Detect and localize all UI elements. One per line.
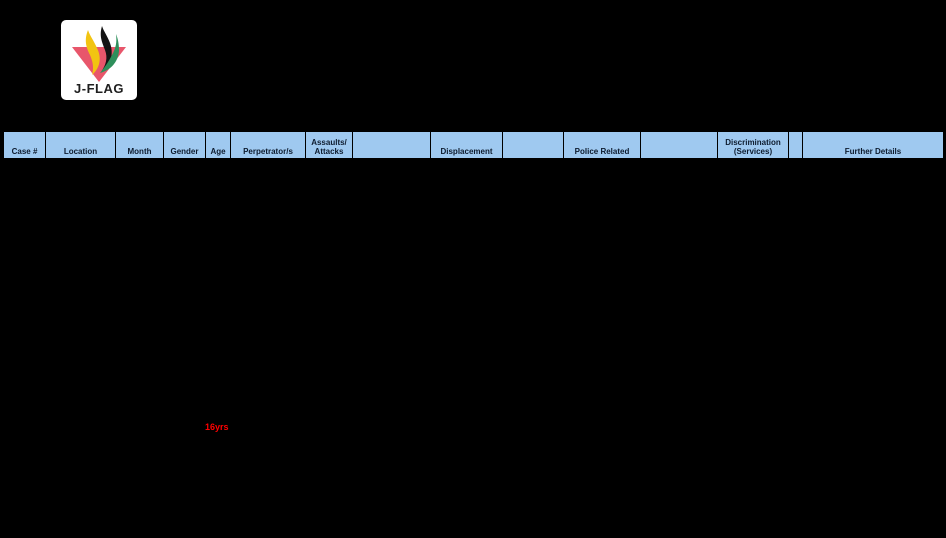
header-cell-label: Gender (170, 146, 199, 156)
header-cell-label: Displacement (440, 146, 493, 156)
header-cell-label: Age (210, 146, 226, 156)
header-cell-location (46, 132, 116, 158)
header-cell-label: Assaults/ Attacks (311, 138, 347, 156)
header-cell-police-related (564, 132, 641, 158)
header-cell-label: Case # (11, 146, 38, 156)
header-cell-label: Perpetrator/s (243, 146, 293, 156)
jflag-logo (61, 20, 137, 100)
header-cell-case (4, 132, 46, 158)
header-cell-label: Discrimination (Services) (725, 138, 781, 156)
header-cell-blank (641, 132, 718, 158)
header-cell-label: Location (63, 146, 98, 156)
header-cell-label: Further Details (844, 146, 902, 156)
header-cell-displacement (431, 132, 503, 158)
header-cell-label: Month (127, 146, 152, 156)
header-cell-further-details (803, 132, 943, 158)
jflag-wordmark: J-FLAG (74, 81, 124, 96)
header-cell-blank (503, 132, 564, 158)
header-cell-blank (789, 132, 803, 158)
header-cell-gender (164, 132, 206, 158)
header-cell-assaults-attacks (306, 132, 353, 158)
table-header-row (3, 131, 944, 162)
jflag-flame-triangle-icon (61, 22, 137, 84)
header-cell-perpetrator-s (231, 132, 306, 158)
header-cell-label: Police Related (574, 146, 630, 156)
header-cell-discrimination-services (718, 132, 789, 158)
header-cell-month (116, 132, 164, 158)
age-highlight-red-text: 16yrs (205, 422, 229, 432)
header-cell-age (206, 132, 231, 158)
header-cell-blank (353, 132, 431, 158)
